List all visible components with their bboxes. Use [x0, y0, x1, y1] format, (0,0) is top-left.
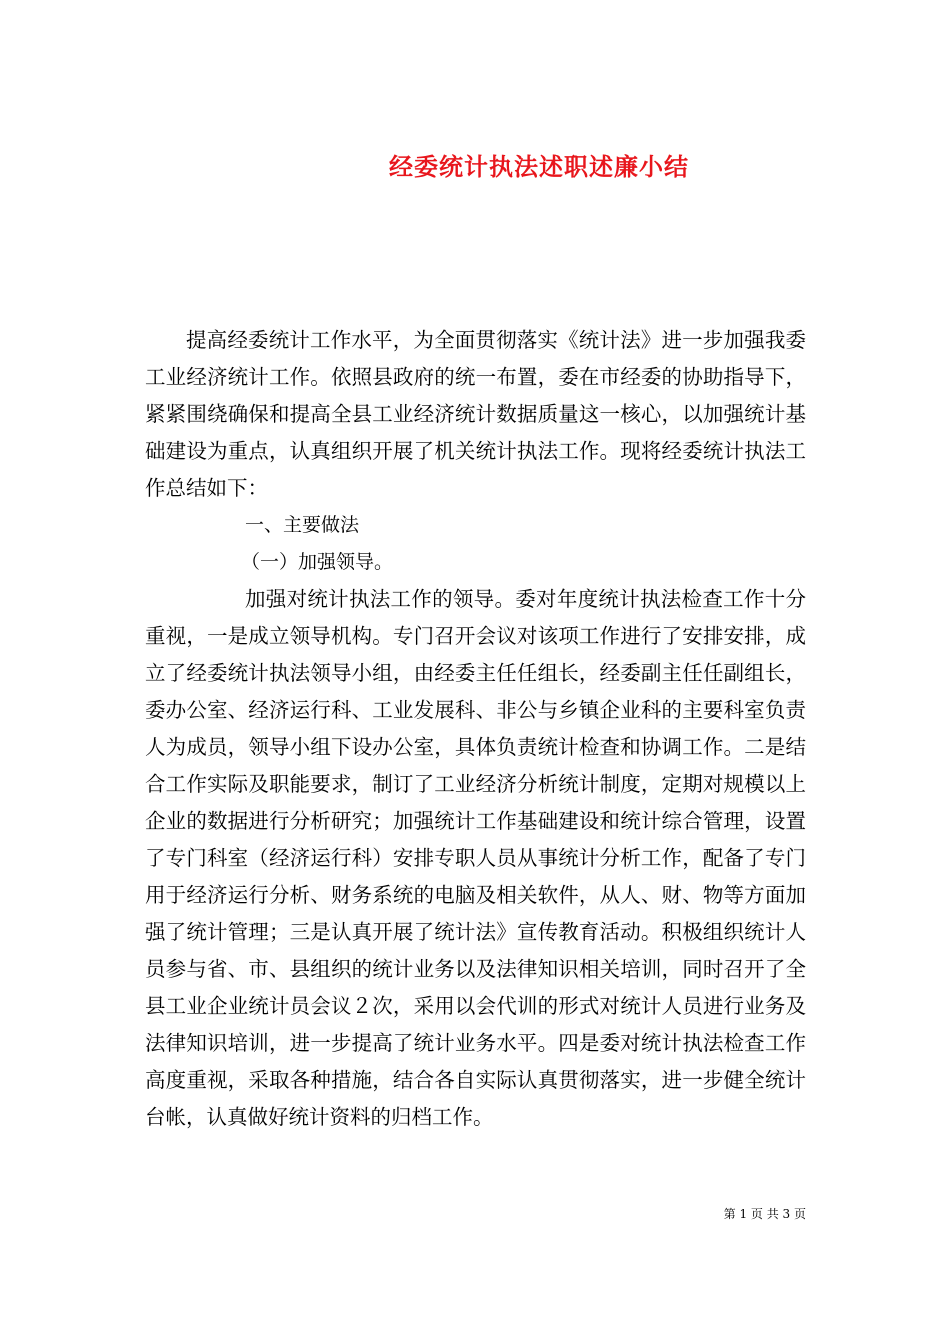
page-title: 经委统计执法述职述廉小结: [389, 152, 689, 182]
intro-paragraph: 提高经委统计工作水平，为全面贯彻落实《统计法》进一步加强我委工业经济统计工作。依照县政府的统一布置，委在市经委的协助指导下，紧紧围绕确保和提高全县工业经济统计数据质量这一核心，以加强统计基础建设为重点，认真组织开展了机关统计执法工作。现将经委统计执法工作总结如下：: [145, 328, 806, 500]
subsection-heading: （一）加强领导。: [241, 551, 394, 573]
section-heading: 一、主要做法: [245, 514, 360, 536]
page-number: 第 1 页 共 3 页: [723, 1207, 806, 1221]
document-body: [145, 322, 806, 1136]
leadership-paragraph: 加强对统计执法工作的领导。委对年度统计执法检查工作十分重视，一是成立领导机构。专门召开会议对该项工作进行了安排安排，成立了经委统计执法领导小组，由经委主任任组长，经委副主任任副组长，委办公室、经济运行科、工业发展科、非公与乡镇企业科的主要科室负责人为成员，领导小组下设办公室，具体负责统计检查和协调工作。二是结合工作实际及职能要求，制订了工业经济分析统计制度，定期对规模以上企业的数据进行分析研究；加强统计工作基础建设和统计综合管理，设置了专门科室（经济运行科）安排专职人员从事统计分析工作，配备了专门用于经济运行分析、财务系统的电脑及相关软件，从人、财、物等方面加强了统计管理；三是认真开展了统计法》宣传教育活动。积极组织统计人员参与省、市、县组织的统计业务以及法律知识相关培训，同时召开了全县工业企业统计员会议２次，采用以会代训的形式对统计人员进行业务及法律知识培训，进一步提高了统计业务水平。四是委对统计执法检查工作高度重视，采取各种措施，结合各自实际认真贯彻落实，进一步健全统计台帐，认真做好统计资料的归档工作。: [145, 587, 806, 1129]
